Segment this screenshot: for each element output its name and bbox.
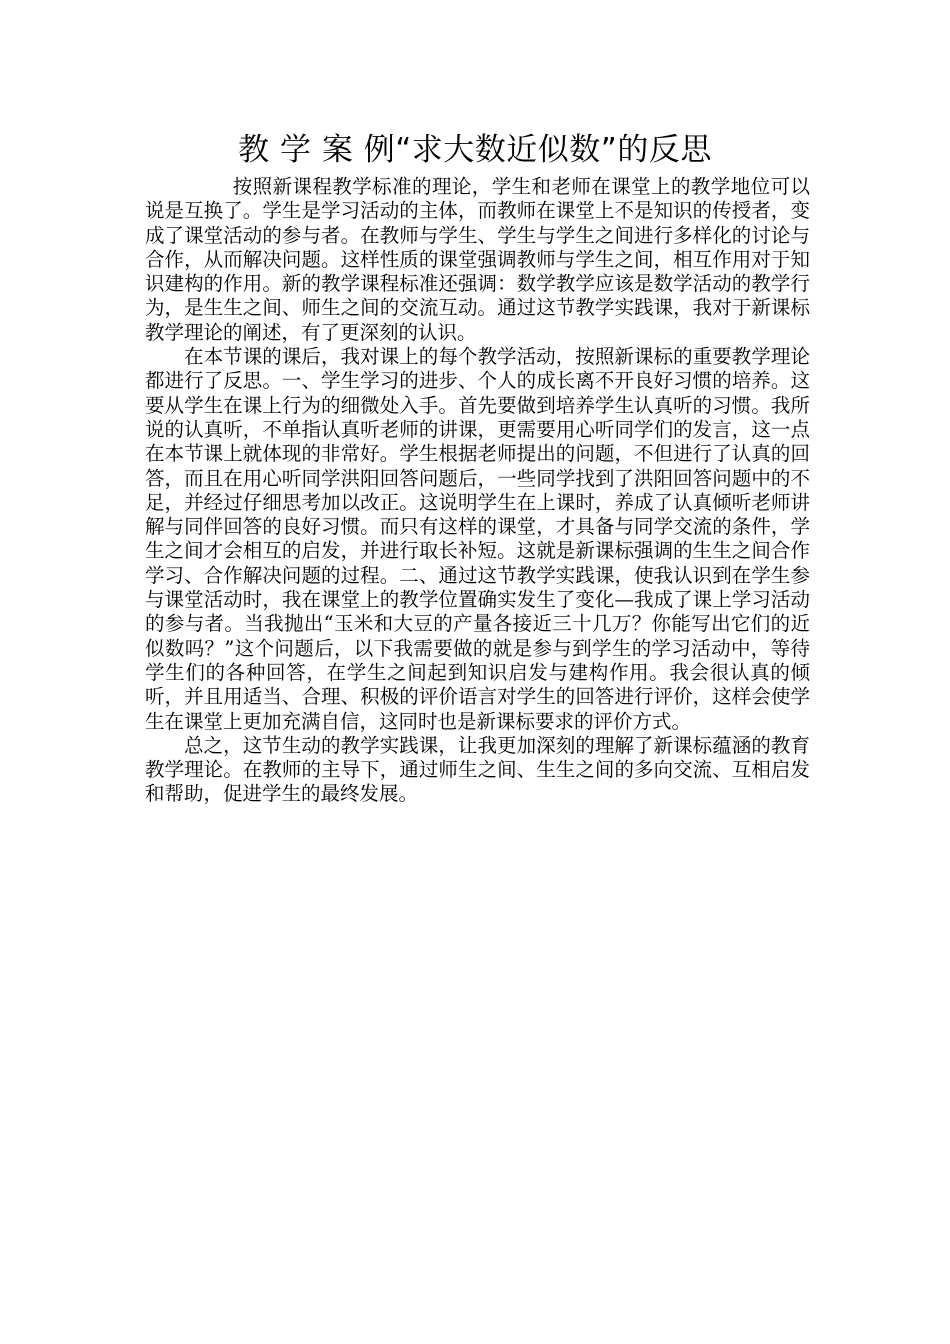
paragraph-intro: 按照新课程教学标准的理论，学生和老师在课堂上的教学地位可以说是互换了。学生是学习活动的主体，而教师在课堂上不是知识的传授者，变成了课堂活动的参与者。在教师与学生、学生与学生之间进行多样化的讨论与合作，从而解决问题。这样性质的课堂强调教师与学生之间，相互作用对于知识建构的作用。新的教学课程标准还强调：数学教学应该是数学活动的教学行为，是生生之间、师生之间的交流互动。通过这节教学实践课，我对于新课标教学理论的阐述，有了更深刻的认识。 <box>145 175 810 344</box>
paragraph-reflection: 在本节课的课后，我对课上的每个教学活动，按照新课标的重要教学理论都进行了反思。一、学生学习的进步、个人的成长离不开良好习惯的培养。这要从学生在课上行为的细微处入手。首先要做到培养学生认真听的习惯。我所说的认真听，不单指认真听老师的讲课，更需要用心听同学们的发言，这一点在本节课上就体现的非常好。学生根据老师提出的问题，不但进行了认真的回答，而且在用心听同学洪阳回答问题后，一些同学找到了洪阳回答问题中的不足，并经过仔细思考加以改正。这说明学生在上课时，养成了认真倾听老师讲解与同伴回答的良好习惯。而只有这样的课堂，才具备与同学交流的条件，学生之间才会相互的启发，并进行取长补短。这就是新课标强调的生生之间合作学习、合作解决问题的过程。二、通过这节教学实践课，使我认识到在学生参与课堂活动时，我在课堂上的教学位置确实发生了变化—我成了课上学习活动的参与者。当我抛出“玉米和大豆的产量各接近三十几万？你能写出它们的近似数吗？”这个问题后，以下我需要做的就是参与到学生的学习活动中，等待学生们的各种回答，在学生之间起到知识启发与建构作用。我会很认真的倾听，并且用适当、合理、积极的评价语言对学生的回答进行评价，这样会使学生在课堂上更加充满自信，这同时也是新课标要求的评价方式。 <box>145 345 810 733</box>
document-body <box>145 175 810 807</box>
document-title: 教 学 案 例“求大数近似数”的反思 <box>238 132 712 168</box>
paragraph-conclusion: 总之，这节生动的教学实践课，让我更加深刻的理解了新课标蕴涵的教育教学理论。在教师的主导下，通过师生之间、生生之间的多向交流、互相启发和帮助，促进学生的最终发展。 <box>145 733 810 806</box>
